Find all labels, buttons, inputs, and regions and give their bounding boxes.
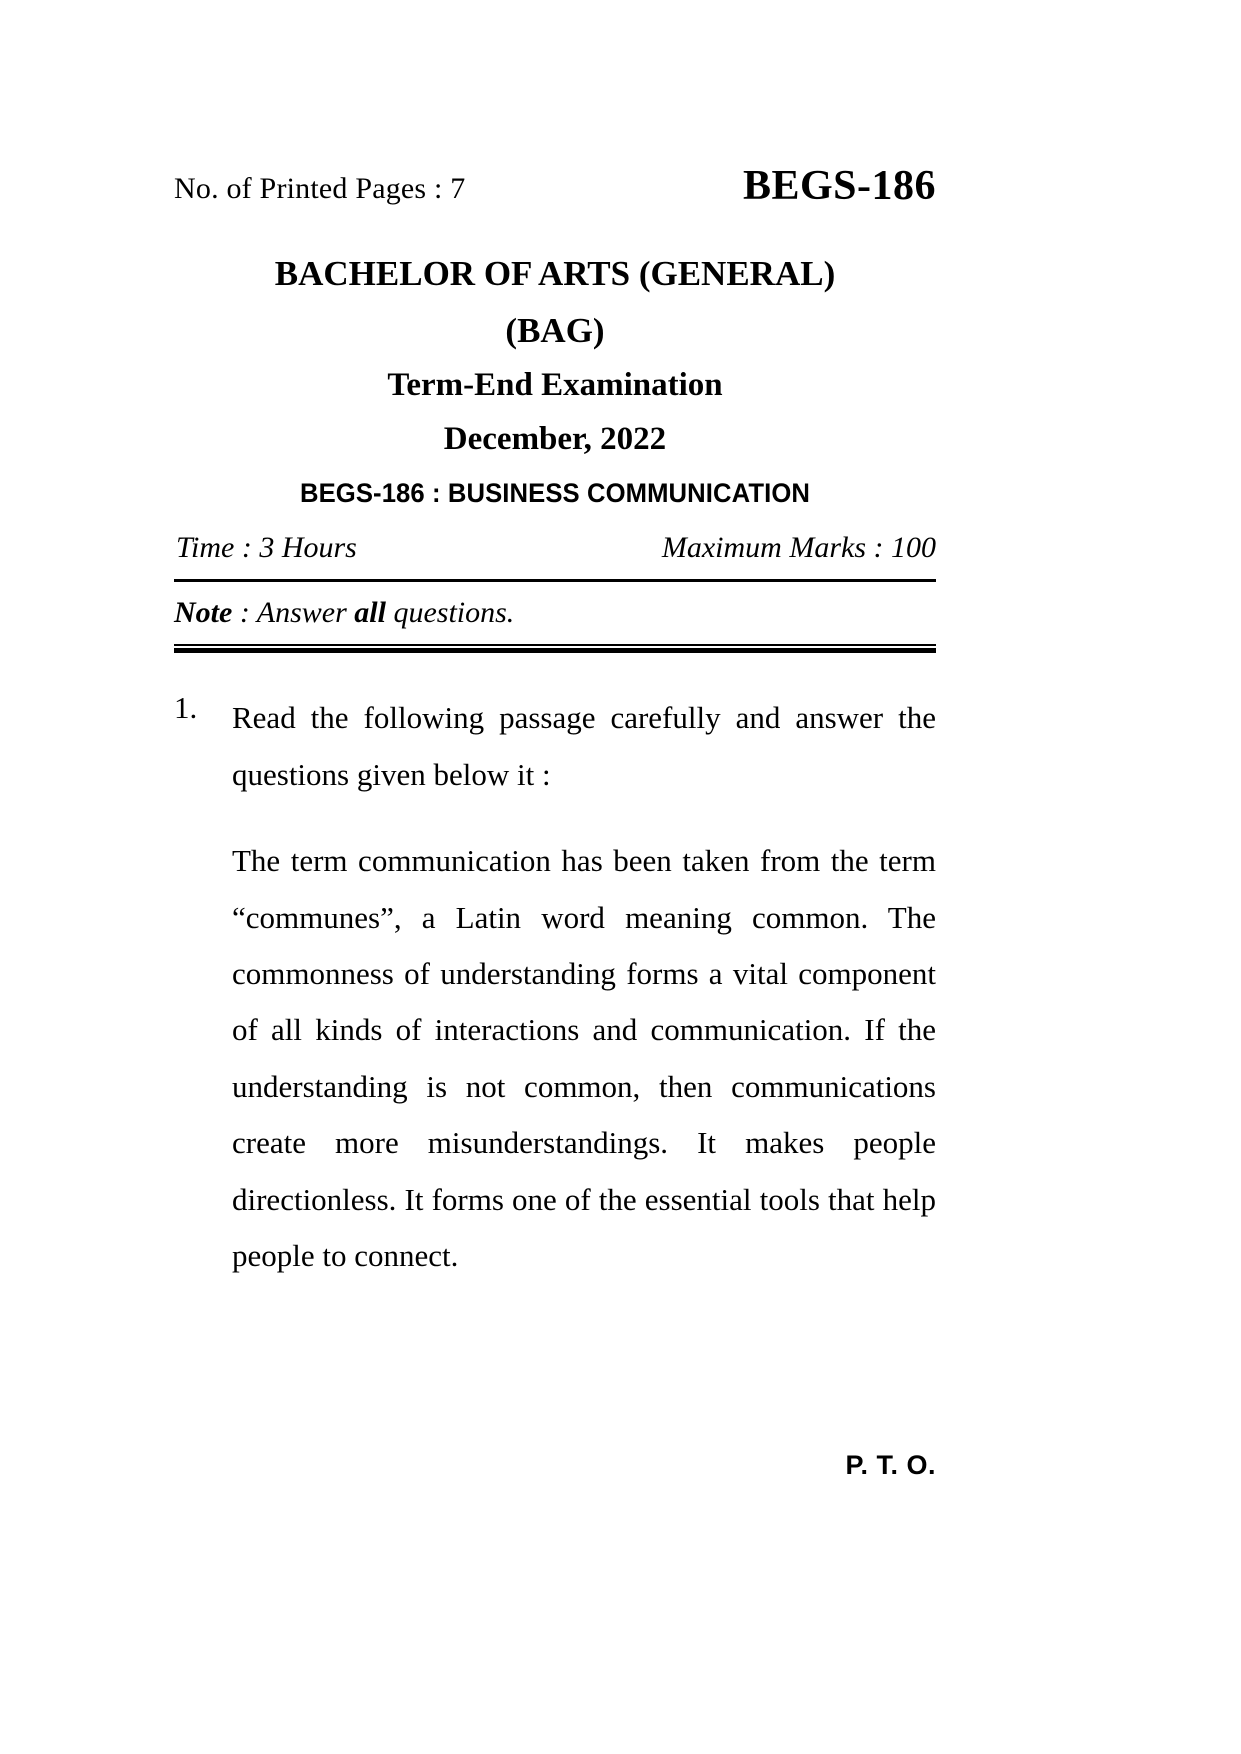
- programme-abbreviation: (BAG): [505, 310, 605, 350]
- exam-meta-row: [174, 531, 936, 571]
- printed-pages-label: No. of Printed Pages : 7: [174, 172, 466, 205]
- course-code: BEGS-186: [742, 163, 936, 209]
- divider-line-thin: [174, 644, 936, 646]
- question-number: 1.: [174, 690, 198, 726]
- note-separator: :: [232, 596, 257, 630]
- maximum-marks: Maximum Marks : 100: [661, 531, 936, 565]
- divider-rule-top: [174, 579, 936, 582]
- instructions-note: [174, 596, 936, 630]
- divider-rule-double: [174, 644, 936, 652]
- question-1: [174, 690, 936, 1284]
- divider-line-thick: [174, 648, 936, 653]
- reading-passage: The term communication has been taken from the term “communes”, a Latin word meaning common. The commonness of understanding forms a vital component of all kinds of interactions and communication. If the understanding is not common, then communications create more misunderstandings. It makes people directionless. It forms one of the essential tools that help people to connect.: [232, 843, 936, 1273]
- note-text-after: questions.: [385, 596, 515, 630]
- question-prompt: Read the following passage carefully and answer the questions given below it :: [232, 700, 936, 792]
- examination-type: Term-End Examination: [387, 367, 723, 404]
- page-content: [174, 0, 936, 1480]
- programme-title: BACHELOR OF ARTS (GENERAL): [274, 254, 836, 293]
- question-body: [232, 690, 936, 1284]
- page-turn-over-label: P. T. O.: [845, 1450, 936, 1480]
- note-label: Note: [174, 596, 233, 630]
- page-header: [174, 162, 936, 224]
- note-text-before: Answer: [256, 596, 355, 630]
- note-emphasis: all: [354, 596, 386, 630]
- exam-duration: Time : 3 Hours: [176, 531, 357, 565]
- title-block: [174, 246, 936, 509]
- examination-date: December, 2022: [443, 420, 667, 457]
- subject-title: BEGS-186 : BUSINESS COMMUNICATION: [299, 478, 811, 509]
